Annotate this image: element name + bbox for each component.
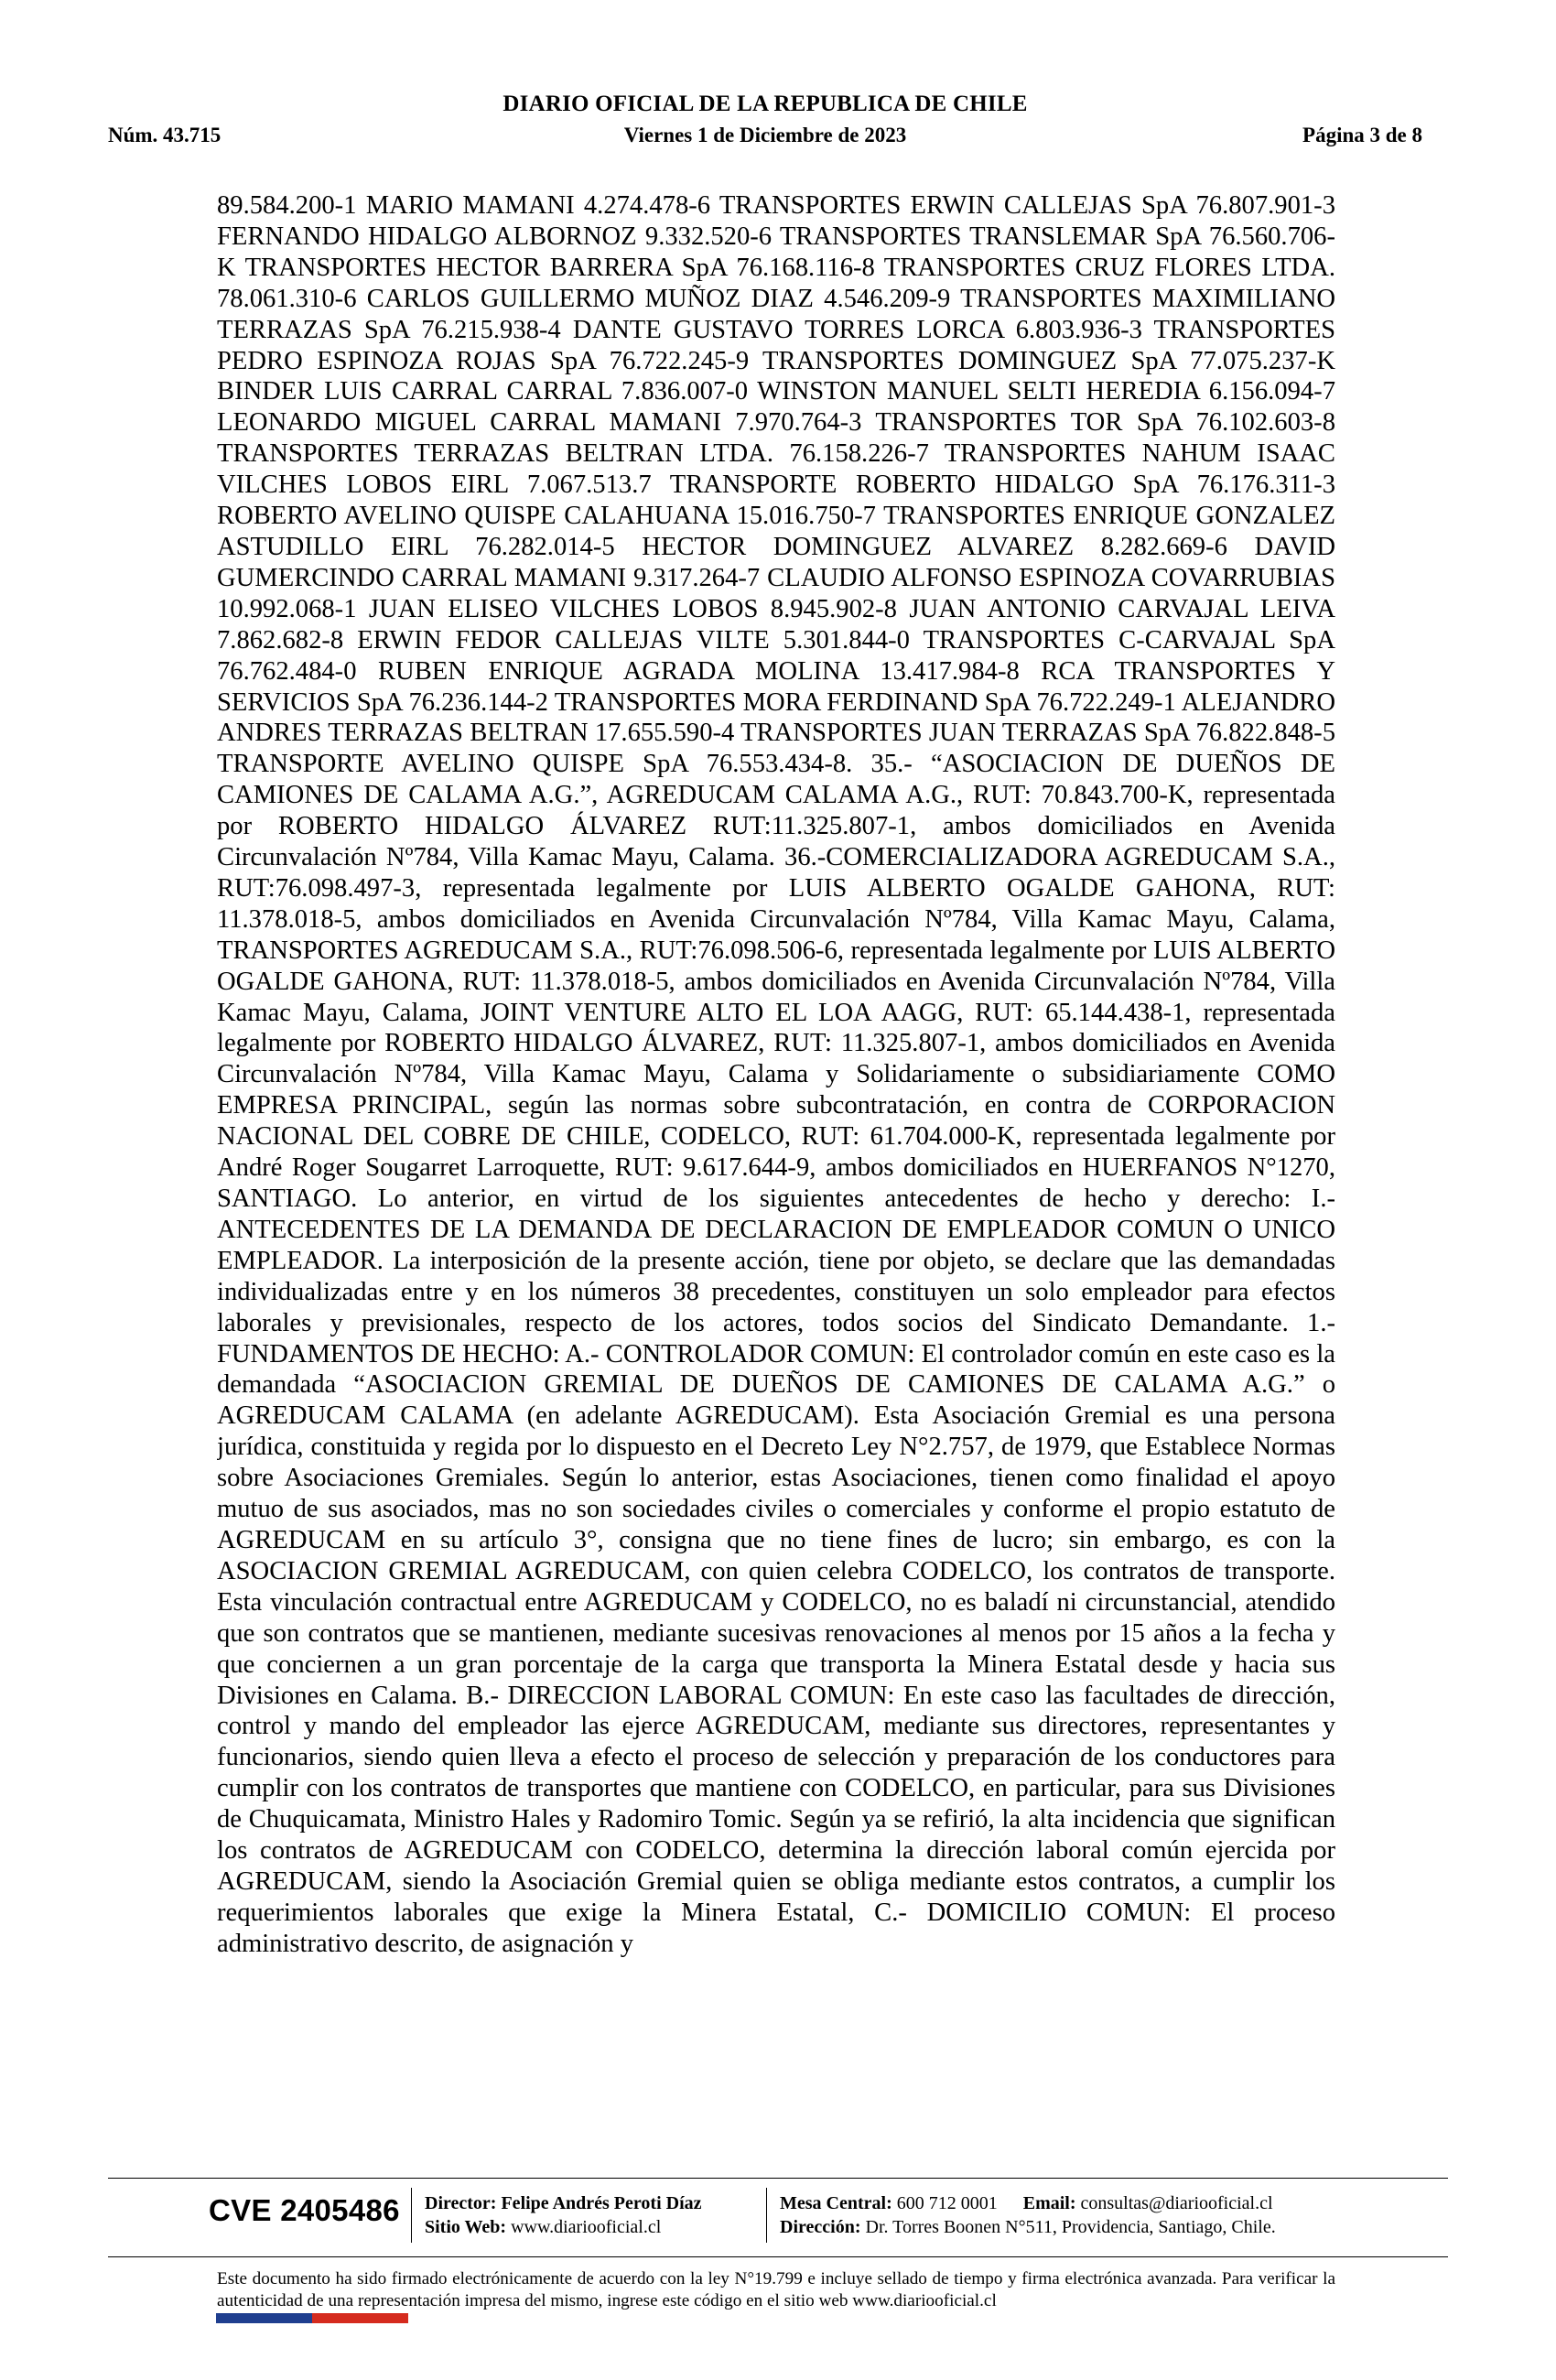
phone-number: 600 712 0001	[896, 2193, 998, 2213]
footer-contact-info	[780, 2191, 1276, 2239]
director-label: Director:	[425, 2193, 497, 2213]
address-text: Dr. Torres Boonen N°511, Providencia, Santiago, Chile.	[865, 2217, 1276, 2237]
flag-red-segment	[312, 2313, 408, 2323]
footer-divider	[766, 2188, 767, 2243]
issue-date: Viernes 1 de Diciembre de 2023	[623, 124, 907, 146]
website-link[interactable]: www.diariooficial.cl	[511, 2217, 662, 2237]
flag-color-bar	[216, 2313, 408, 2323]
issue-number: Núm. 43.715	[108, 124, 222, 146]
footer-director-info	[425, 2191, 702, 2239]
email-label: Email:	[1022, 2193, 1076, 2213]
page-header	[108, 92, 1422, 154]
email-link[interactable]: consultas@diariooficial.cl	[1080, 2193, 1273, 2213]
page-number: Página 3 de 8	[1302, 124, 1422, 146]
footer-bottom-rule	[108, 2256, 1448, 2257]
flag-blue-segment	[216, 2313, 312, 2323]
footer-top-rule	[108, 2178, 1448, 2179]
newspaper-title: DIARIO OFICIAL DE LA REPUBLICA DE CHILE	[502, 92, 1028, 116]
address-label: Dirección:	[780, 2217, 861, 2237]
footer-divider	[411, 2188, 412, 2243]
cve-code: CVE 2405486	[209, 2193, 400, 2227]
website-label: Sitio Web:	[425, 2217, 507, 2237]
signature-disclaimer: Este documento ha sido firmado electrónicamente de acuerdo con la ley N°19.799 e incluye sellado de tiempo y firma electrónica avanzada. Para verificar la autenticidad de una representación impresa del mismo, ingrese este código en el sitio web www.diariooficial.cl	[217, 2269, 1335, 2310]
director-name: Felipe Andrés Peroti Díaz	[501, 2193, 702, 2213]
phone-label: Mesa Central:	[780, 2193, 892, 2213]
document-body: 89.584.200-1 MARIO MAMANI 4.274.478-6 TRANSPORTES ERWIN CALLEJAS SpA 76.807.901-3 FERNANDO HIDALGO ALBORNOZ 9.332.520-6 TRANSPORTES TRANSLEMAR SpA 76.560.706-K TRANSPORTES HECTOR BARRERA SpA 76.168.116-8 TRANSPORTES CRUZ FLORES LTDA. 78.061.310-6 CARLOS GUILLERMO MUÑOZ DIAZ 4.546.209-9 TRANSPORTES MAXIMILIANO TERRAZAS SpA 76.215.938-4 DANTE GUSTAVO TORRES LORCA 6.803.936-3 TRANSPORTES PEDRO ESPINOZA ROJAS SpA 76.722.245-9 TRANSPORTES DOMINGUEZ SpA 77.075.237-K BINDER LUIS CARRAL CARRAL 7.836.007-0 WINSTON MANUEL SELTI HEREDIA 6.156.094-7 LEONARDO MIGUEL CARRAL MAMANI 7.970.764-3 TRANSPORTES TOR SpA 76.102.603-8 TRANSPORTES TERRAZAS BELTRAN LTDA. 76.158.226-7 TRANSPORTES NAHUM ISAAC VILCHES LOBOS EIRL 7.067.513.7 TRANSPORTE ROBERTO HIDALGO SpA 76.176.311-3 ROBERTO AVELINO QUISPE CALAHUANA 15.016.750-7 TRANSPORTES ENRIQUE GONZALEZ ASTUDILLO EIRL 76.282.014-5 HECTOR DOMINGUEZ ALVAREZ 8.282.669-6 DAVID GUMERCINDO CARRAL MAMANI 9.317.264-7 CLAUDIO ALFONSO ESPINOZA COVARRUBIAS 10.992.068-1 JUAN ELISEO VILCHES LOBOS 8.945.902-8 JUAN ANTONIO CARVAJAL LEIVA 7.862.682-8 ERWIN FEDOR CALLEJAS VILTE 5.301.844-0 TRANSPORTES C-CARVAJAL SpA 76.762.484-0 RUBEN ENRIQUE AGRADA MOLINA 13.417.984-8 RCA TRANSPORTES Y SERVICIOS SpA 76.236.144-2 TRANSPORTES MORA FERDINAND SpA 76.722.249-1 ALEJANDRO ANDRES TERRAZAS BELTRAN 17.655.590-4 TRANSPORTES JUAN TERRAZAS SpA 76.822.848-5 TRANSPORTE AVELINO QUISPE SpA 76.553.434-8. 35.- “ASOCIACION DE DUEÑOS DE CAMIONES DE CALAMA A.G.”, AGREDUCAM CALAMA A.G., RUT: 70.843.700-K, representada por ROBERTO HIDALGO ÁLVAREZ RUT:11.325.807-1, ambos domiciliados en Avenida Circunvalación Nº784, Villa Kamac Mayu, Calama. 36.-COMERCIALIZADORA AGREDUCAM S.A., RUT:76.098.497-3, representada legalmente por LUIS ALBERTO OGALDE GAHONA, RUT: 11.378.018-5, ambos domiciliados en Avenida Circunvalación Nº784, Villa Kamac Mayu, Calama, TRANSPORTES AGREDUCAM S.A., RUT:76.098.506-6, representada legalmente por LUIS ALBERTO OGALDE GAHONA, RUT: 11.378.018-5, ambos domiciliados en Avenida Circunvalación Nº784, Villa Kamac Mayu, Calama, JOINT VENTURE ALTO EL LOA AAGG, RUT: 65.144.438-1, representada legalmente por ROBERTO HIDALGO ÁLVAREZ, RUT: 11.325.807-1, ambos domiciliados en Avenida Circunvalación Nº784, Villa Kamac Mayu, Calama y Solidariamente o subsidiariamente COMO EMPRESA PRINCIPAL, según las normas sobre subcontratación, en contra de CORPORACION NACIONAL DEL COBRE DE CHILE, CODELCO, RUT: 61.704.000-K, representada legalmente por André Roger Sougarret Larroquette, RUT: 9.617.644-9, ambos domiciliados en HUERFANOS N°1270, SANTIAGO. Lo anterior, en virtud de los siguientes antecedentes de hecho y derecho: I.- ANTECEDENTES DE LA DEMANDA DE DECLARACION DE EMPLEADOR COMUN O UNICO EMPLEADOR. La interposición de la presente acción, tiene por objeto, se declare que las demandadas individualizadas entre y en los números 38 precedentes, constituyen un solo empleador para efectos laborales y previsionales, respecto de los actores, todos socios del Sindicato Demandante. 1.- FUNDAMENTOS DE HECHO: A.- CONTROLADOR COMUN: El controlador común en este caso es la demandada “ASOCIACION GREMIAL DE DUEÑOS DE CAMIONES DE CALAMA A.G.” o AGREDUCAM CALAMA (en adelante AGREDUCAM). Esta Asociación Gremial es una persona jurídica, constituida y regida por lo dispuesto en el Decreto Ley N°2.757, de 1979, que Establece Normas sobre Asociaciones Gremiales. Según lo anterior, estas Asociaciones, tienen como finalidad el apoyo mutuo de sus asociados, mas no son sociedades civiles o comerciales y conforme el propio estatuto de AGREDUCAM en su artículo 3°, consigna que no tiene fines de lucro; sin embargo, es con la ASOCIACION GREMIAL AGREDUCAM, con quien celebra CODELCO, los contratos de transporte. Esta vinculación contractual entre AGREDUCAM y CODELCO, no es baladí ni circunstancial, atendido que son contratos que se mantienen, mediante sucesivas renovaciones al menos por 15 años a la fecha y que conciernen a un gran porcentaje de la carga que transporta la Minera Estatal desde y hacia sus Divisiones en Calama. B.- DIRECCION LABORAL COMUN: En este caso las facultades de dirección, control y mando del empleador las ejerce AGREDUCAM, mediante sus directores, representantes y funcionarios, siendo quien lleva a efecto el proceso de selección y preparación de los conductores para cumplir con los contratos de transportes que mantiene con CODELCO, en particular, para sus Divisiones de Chuquicamata, Ministro Hales y Radomiro Tomic. Según ya se refirió, la alta incidencia que significan los contratos de AGREDUCAM con CODELCO, determina la dirección laboral común ejercida por AGREDUCAM, siendo la Asociación Gremial quien se obliga mediante estos contratos, a cumplir los requerimientos laborales que exige la Minera Estatal, C.- DOMICILIO COMUN: El proceso administrativo descrito, de asignación y	[217, 191, 1335, 1958]
